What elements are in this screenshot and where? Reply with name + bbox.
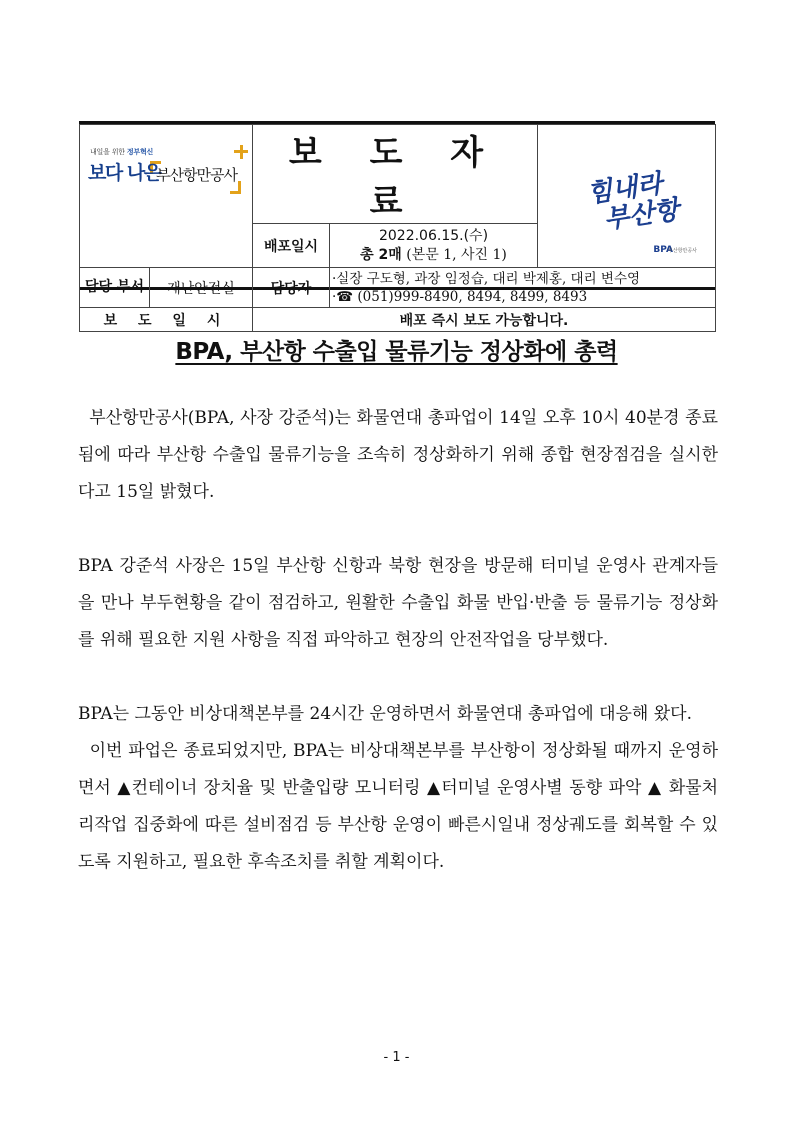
press-release-header	[79, 121, 715, 329]
page-count: 총 2매 (본문 1, 사진 1)	[360, 246, 507, 263]
release-label: 보 도 일 시	[80, 308, 253, 332]
slogan-calligraphy: 힘내라 부산항	[585, 169, 681, 236]
distribution-label: 배포일시	[253, 224, 330, 268]
manager-label: 담당자	[253, 268, 330, 308]
paragraph-3: BPA는 그동안 비상대책본부를 24시간 운영하면서 화물연대 총파업에 대응해 왔다.	[78, 704, 692, 724]
plus-icon	[234, 145, 248, 159]
release-value: 배포 즉시 보도 가능합니다.	[253, 308, 716, 332]
dept-label: 담당 부서	[80, 268, 150, 308]
slogan-image-cell	[538, 125, 716, 268]
page-number: - 1 -	[383, 1050, 410, 1065]
bpa-brand-subtext: 부산항만공사	[668, 248, 698, 254]
logo-slogan: 보다 나은	[88, 162, 161, 184]
contact-phones: ·☎ (051)999-8490, 8494, 8499, 8493	[332, 288, 588, 305]
distribution-date: 2022.06.15.(수)	[378, 227, 489, 244]
bpa-government-innovation-logo	[86, 131, 246, 211]
logo-org-name: 부산항만공사	[156, 166, 237, 184]
headline: BPA, 부산항 수출입 물류기능 정상화에 총력	[175, 339, 618, 365]
header-table	[79, 124, 716, 332]
paragraph-4: 이번 파업은 종료되었지만, BPA는 비상대책본부를 부산항이 정상화될 때까지 운영하면서 ▲컨테이너 장치율 및 반출입량 모니터링 ▲터미널 운영사별 동향 파악 ▲ 화물처리작업 집중화에 따른 설비점검 등 부산항 운영이 빠른시일내 정상궤도를 회복할 수 있도록 지원하고, 필요한 후속조치를 취할 계획이다.	[78, 741, 718, 872]
contact-names: ·실장 구도형, 과장 임정습, 대리 박제홍, 대리 변수영	[332, 270, 641, 287]
distribution-info	[330, 224, 538, 268]
paragraph-2: BPA 강준석 사장은 15일 부산항 신항과 북항 현장을 방문해 터미널 운영사 관계자들을 만나 부두현황을 같이 점검하고, 원활한 수출입 화물 반입·반출 등 물류기능 정상화를 위해 필요한 지원 사항을 직접 파악하고 현장의 안전작업을 당부했다.	[78, 556, 718, 650]
article-body	[78, 400, 718, 881]
contact-info	[330, 268, 716, 308]
document-title: 보 도 자 료	[253, 125, 538, 224]
paragraph-1: 부산항만공사(BPA, 사장 강준석)는 화물연대 총파업이 14일 오후 10시 40분경 종료됨에 따라 부산항 수출입 물류기능을 조속히 정상화하기 위해 종합 현장점검을 실시한다고 15일 밝혔다.	[78, 408, 718, 502]
logo-cell	[80, 125, 253, 268]
dept-value: 재난안전실	[150, 268, 253, 308]
logo-tagline: 내일을 위한 정부혁신	[90, 148, 154, 156]
bpa-brand-mark: BPA	[653, 245, 674, 255]
